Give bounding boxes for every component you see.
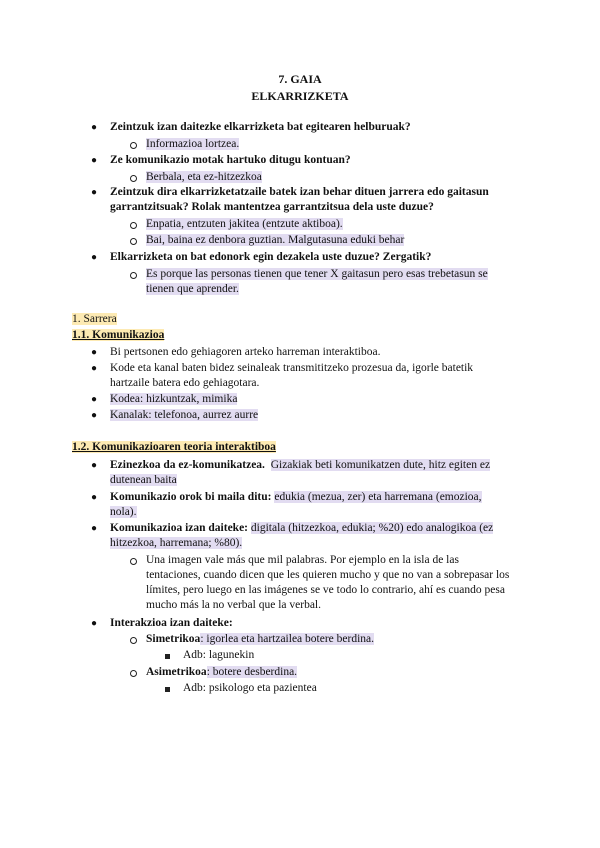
statement-text-line2: nola). bbox=[110, 506, 137, 518]
answer-4-line1: Es porque las personas tienen que tener X gaitasun pero esas trebetasun se bbox=[146, 268, 488, 280]
bullet-icon: ● bbox=[91, 347, 98, 358]
list-item-line1: Kode eta kanal baten bidez seinaleak transmititzeko prozesua da, igorle batetik bbox=[110, 362, 474, 374]
bullet-icon: ● bbox=[91, 122, 98, 133]
statement-text-line2: dutenean baita bbox=[110, 474, 177, 486]
example-line2: tentaciones, cuando dicen que les quieren mucho y que no van a sobrepasar los bbox=[146, 569, 510, 581]
question-1: Zeintzuk izan daitezke elkarrizketa bat egitearen helburuak? bbox=[110, 121, 411, 133]
bullet-icon: ● bbox=[91, 460, 98, 471]
bullet-icon: ● bbox=[91, 155, 98, 166]
answer-4-line2: tienen que aprender. bbox=[146, 283, 239, 295]
section-heading-sarrera: 1. Sarrera bbox=[72, 313, 117, 325]
question-2: Ze komunikazio motak hartuko ditugu kontuan? bbox=[110, 154, 351, 166]
bullet-icon: ● bbox=[91, 187, 98, 198]
circle-bullet-icon bbox=[130, 238, 137, 245]
sub-example: Adb: psikologo eta pazientea bbox=[183, 682, 317, 694]
statement-bold: Interakzioa izan daiteke: bbox=[110, 617, 233, 629]
circle-bullet-icon bbox=[130, 272, 137, 279]
sub-bold: Asimetrikoa bbox=[146, 666, 207, 678]
circle-bullet-icon bbox=[130, 637, 137, 644]
bullet-icon: ● bbox=[91, 394, 98, 405]
bullet-icon: ● bbox=[91, 363, 98, 374]
square-bullet-icon bbox=[165, 654, 170, 659]
statement-text-line2: hitzezkoa, harremana; %80). bbox=[110, 537, 243, 549]
sub-example: Adb: lagunekin bbox=[183, 649, 255, 661]
example-line3: límites, pero luego en las imágenes se ve todo lo contrario, ahí es cuando pesa bbox=[146, 584, 505, 596]
bullet-icon: ● bbox=[91, 410, 98, 421]
answer-3a: Enpatia, entzuten jakitea (entzute aktiboa). bbox=[146, 218, 343, 230]
answer-1: Informazioa lortzea. bbox=[146, 138, 240, 150]
sub-text: : botere desberdina. bbox=[206, 666, 298, 678]
list-item: Kanalak: telefonoa, aurrez aurre bbox=[110, 409, 259, 421]
bullet-icon: ● bbox=[91, 618, 98, 629]
answer-3b: Bai, baina ez denbora guztian. Malgutasuna eduki behar bbox=[146, 234, 405, 246]
bullet-icon: ● bbox=[91, 492, 98, 503]
bullet-icon: ● bbox=[91, 252, 98, 263]
question-3-line1: Zeintzuk dira elkarrizketatzaile batek izan behar dituen jarrera edo gaitasun bbox=[110, 186, 489, 198]
topic-number: 7. GAIA bbox=[278, 72, 322, 86]
list-item: Bi pertsonen edo gehiagoren arteko harreman interaktiboa. bbox=[110, 346, 381, 358]
subsection-heading-komunikazioa: 1.1. Komunikazioa bbox=[72, 329, 165, 341]
statement-text-line1: Gizakiak beti komunikatzen dute, hitz egiten ez bbox=[270, 459, 491, 471]
sub-text: : igorlea eta hartzailea botere berdina. bbox=[200, 633, 374, 645]
statement-bold: Ezinezkoa da ez-komunikatzea. bbox=[110, 459, 265, 471]
section-heading-teoria: 1.2. Komunikazioaren teoria interaktiboa bbox=[72, 441, 276, 453]
question-3-line2: garrantzitsuak? Rolak mantentzea garrantzitsua dela uste duzue? bbox=[110, 201, 434, 213]
statement-text-line1: digitala (hitzezkoa, edukia; %20) edo analogikoa (ez bbox=[250, 522, 494, 534]
statement-bold: Komunikazioa izan daiteke: bbox=[110, 522, 249, 534]
bullet-icon: ● bbox=[91, 523, 98, 534]
circle-bullet-icon bbox=[130, 558, 137, 565]
example-line4: mucho más la no verbal que la verbal. bbox=[146, 599, 321, 611]
circle-bullet-icon bbox=[130, 670, 137, 677]
square-bullet-icon bbox=[165, 687, 170, 692]
statement-bold: Komunikazio orok bi maila ditu: bbox=[110, 491, 272, 503]
list-item-line2: hartzaile batera edo gehiagotara. bbox=[110, 377, 260, 389]
question-4: Elkarrizketa on bat edonork egin dezakela uste duzue? Zergatik? bbox=[110, 251, 432, 263]
list-item: Kodea: hizkuntzak, mimika bbox=[110, 393, 238, 405]
circle-bullet-icon bbox=[130, 222, 137, 229]
circle-bullet-icon bbox=[130, 142, 137, 149]
page-title: ELKARRIZKETA bbox=[251, 89, 349, 103]
example-line1: Una imagen vale más que mil palabras. Por ejemplo en la isla de las bbox=[146, 554, 459, 566]
sub-bold: Simetrikoa bbox=[146, 633, 201, 645]
circle-bullet-icon bbox=[130, 175, 137, 182]
statement-text-line1: edukia (mezua, zer) eta harremana (emozioa, bbox=[274, 491, 482, 503]
answer-2: Berbala, eta ez-hitzezkoa bbox=[146, 171, 262, 183]
